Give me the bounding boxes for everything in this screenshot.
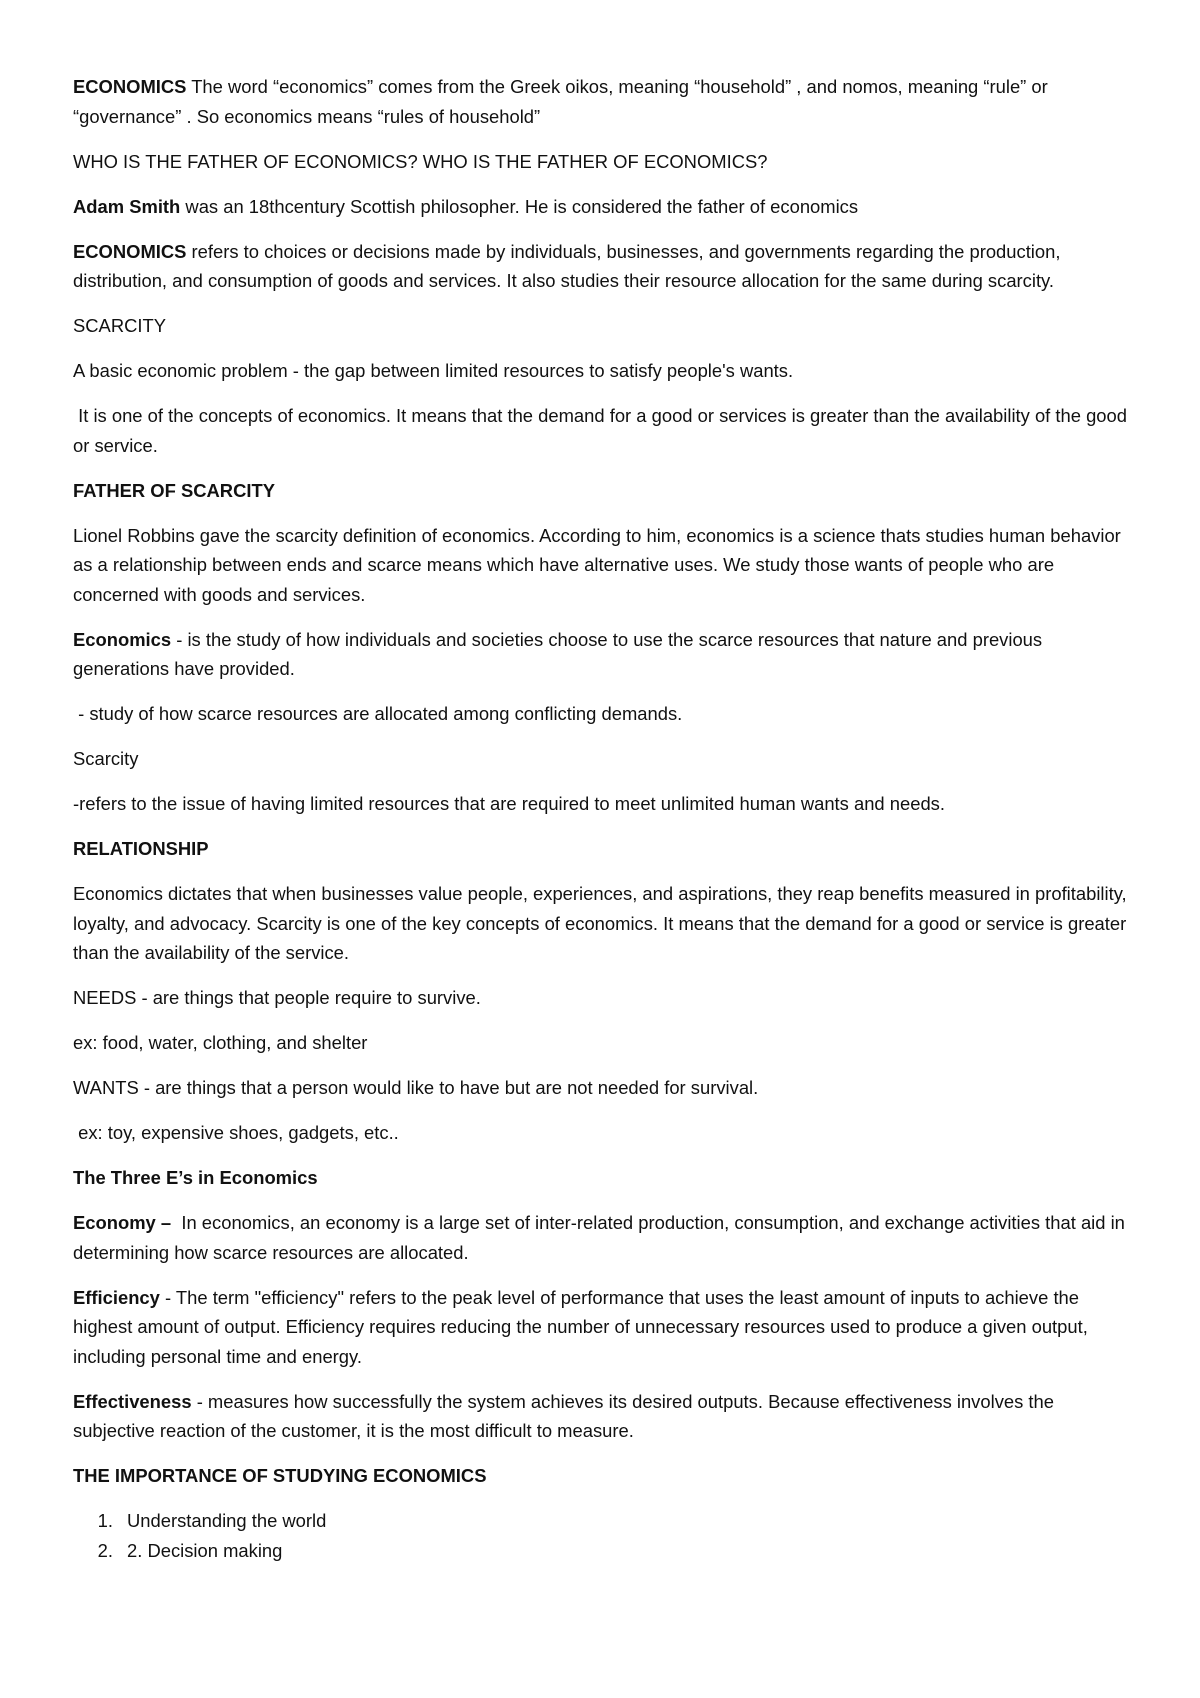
efficiency-text: - The term "efficiency" refers to the peak level of performance that uses the least amount of inputs to achieve the highest amount of output. Efficiency requires reducing the number of unnecessary resources used to produce a given output, including personal time and energy.	[73, 1286, 1088, 1367]
paragraph-scarcity-concept: It is one of the concepts of economics. It means that the demand for a good or services is greater than the availability of the good or service.	[73, 405, 1133, 456]
paragraph-effectiveness	[73, 1387, 1138, 1446]
paragraph-needs-examples: ex: food, water, clothing, and shelter	[73, 1032, 368, 1053]
effectiveness-text: - measures how successfully the system achieves its desired outputs. Because effectiveness involves the subjective reaction of the customer, it is the most difficult to measure.	[73, 1390, 1054, 1441]
importance-list	[73, 1506, 1138, 1565]
paragraph-economics-etymology	[73, 72, 1138, 131]
paragraph-lionel-robbins: Lionel Robbins gave the scarcity definition of economics. According to him, economics is a science thats studies human behavior as a relationship between ends and scarce means which have alternative uses. We study those wants of people who are concerned with goods and services.	[73, 524, 1121, 605]
paragraph-scarce-allocation: - study of how scarce resources are allocated among conflicting demands.	[73, 703, 683, 724]
list-item-number: 1.	[97, 1510, 113, 1531]
list-item-text: Understanding the world	[127, 1510, 327, 1531]
document-body	[73, 72, 1138, 1565]
paragraph-economics-definition	[73, 237, 1138, 296]
list-item-text: 2. Decision making	[127, 1539, 283, 1561]
term-scarcity: Scarcity	[73, 748, 139, 769]
paragraph-economy	[73, 1208, 1138, 1267]
term-efficiency: Efficiency	[73, 1286, 160, 1308]
heading-scarcity: SCARCITY	[73, 315, 166, 336]
father-of-scarcity-label: FATHER OF SCARCITY	[73, 479, 275, 501]
heading-three-es	[73, 1163, 1138, 1193]
paragraph-wants: WANTS - are things that a person would like to have but are not needed for survival.	[73, 1077, 759, 1098]
paragraph-adam-smith	[73, 192, 1138, 222]
list-item	[73, 1536, 1138, 1566]
paragraph-needs: NEEDS - are things that people require to survive.	[73, 987, 481, 1008]
economics-definition-text: refers to choices or decisions made by individuals, businesses, and governments regarding the production, distribution, and consumption of goods and services. It also studies their resource allocation for the same during scarcity.	[73, 240, 1061, 291]
paragraph-efficiency	[73, 1283, 1138, 1372]
question-father-of-economics: WHO IS THE FATHER OF ECONOMICS? WHO IS THE FATHER OF ECONOMICS?	[73, 150, 768, 172]
paragraph-wants-examples: ex: toy, expensive shoes, gadgets, etc..	[73, 1122, 399, 1143]
term-effectiveness: Effectiveness	[73, 1390, 192, 1412]
paragraph-economics-study	[73, 625, 1138, 684]
heading-relationship	[73, 834, 1138, 864]
economics-study-text: - is the study of how individuals and societies choose to use the scarce resources that nature and previous generations have provided.	[73, 628, 1043, 679]
name-adam-smith: Adam Smith	[73, 195, 181, 217]
paragraph-relationship: Economics dictates that when businesses value people, experiences, and aspirations, they reap benefits measured in profitability, loyalty, and advocacy. Scarcity is one of the key concepts of economics. It means that the demand for a good or service is greater than the availability of the service.	[73, 883, 1127, 963]
heading-importance	[73, 1461, 1138, 1491]
paragraph-scarcity-problem: A basic economic problem - the gap between limited resources to satisfy people's wants.	[73, 360, 794, 381]
list-item-number: 2.	[97, 1539, 113, 1561]
importance-label: THE IMPORTANCE OF STUDYING ECONOMICS	[73, 1465, 487, 1486]
list-item	[73, 1506, 1138, 1536]
adam-smith-text: was an 18thcentury Scottish philosopher. He is considered the father of economics	[180, 195, 859, 217]
heading-father-of-scarcity	[73, 476, 1138, 506]
economy-text: In economics, an economy is a large set of inter-related production, consumption, and exchange activities that aid in determining how scarce resources are allocated.	[73, 1212, 1131, 1263]
term-economics-3: Economics	[73, 628, 172, 650]
term-economics-2: ECONOMICS	[73, 240, 187, 262]
relationship-label: RELATIONSHIP	[73, 838, 209, 859]
term-economics: ECONOMICS	[73, 76, 187, 97]
paragraph-scarcity-definition: -refers to the issue of having limited resources that are required to meet unlimited human wants and needs.	[73, 793, 945, 814]
etymology-text: The word “economics” comes from the Greek oikos, meaning “household” , and nomos, meaning “rule” or “governance” . So economics means “rules of household”	[73, 76, 1048, 127]
three-es-label: The Three E’s in Economics	[73, 1167, 318, 1188]
term-economy: Economy –	[73, 1212, 172, 1233]
